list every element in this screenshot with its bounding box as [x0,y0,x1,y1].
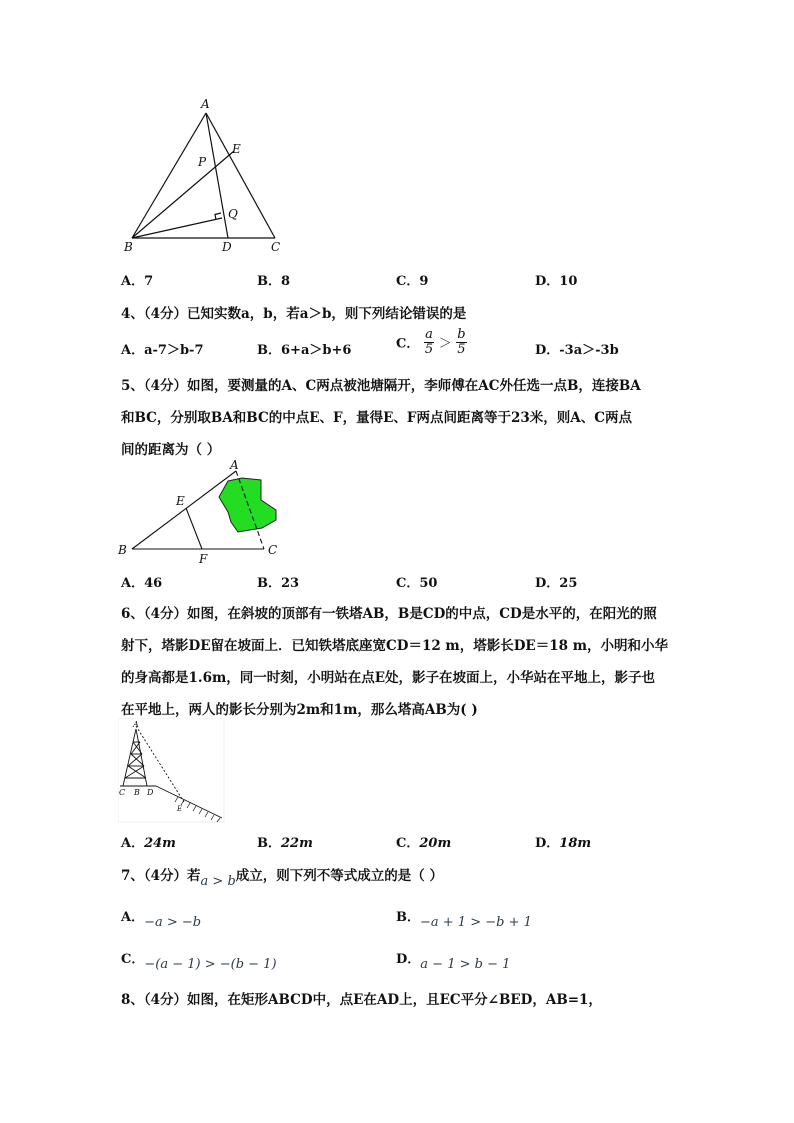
label-d: D [222,240,232,254]
label-d: D [147,788,154,797]
q6-stem-line-1: 6、（4分）如图，在斜坡的顶部有一铁塔AB，B是CD的中点，CD是水平的，在阳光的照 [121,606,657,622]
q6-stem-line-4: 在平地上，两人的影长分别为2m和1m，那么塔高AB为( ) [121,702,478,718]
pond-shape [219,478,276,532]
side-ba [132,471,236,549]
q4-option-c: C． $\frac{a}{5}$ ＞ $\frac{b}{5}$ [396,327,466,357]
label-a: A [230,458,239,472]
q6-option-a: A．24m [121,836,176,851]
q4-stem: 4、（4分）已知实数a，b，若a＞b，则下列结论错误的是 [121,306,467,322]
fraction-a-over-5: $\frac{a}{5}$ [424,327,434,357]
label-a: A [201,97,210,111]
q7-option-a: A．−a > −b [121,910,202,930]
segment-ef [186,508,202,549]
q5-stem-line-3: 间的距离为（ ） [121,442,221,458]
segment-bq [132,218,222,238]
figure-q5-pond [116,456,291,566]
q4-option-a: A．a-7＞b-7 [121,343,204,358]
label-b: B [118,543,127,557]
label-e: E [232,142,241,156]
q5-stem-line-1: 5、（4分）如图，要测量的A、C两点被池塘隔开，李师傅在AC外任选一点B，连接BA [121,378,641,394]
q3-option-b: B．8 [257,274,291,289]
side-ab [132,113,206,238]
figure-q3-triangle [118,96,293,256]
q3-option-d: D．10 [535,274,578,289]
q6-stem-line-2: 射下，塔影DE留在坡面上．已知铁塔底座宽CD＝12 m，塔影长DE＝18 m，小明和小华 [121,638,668,654]
label-c: C [268,543,278,557]
label-a: A [133,720,139,729]
label-e: E [176,494,185,508]
q3-option-a: A．7 [121,274,154,289]
q8-stem: 8、（4分）如图，在矩形ABCD中，点E在AD上，且EC平分∠BED，AB=1， [121,992,602,1008]
label-e: E [177,805,183,813]
q7-option-b: B．−a + 1 > −b + 1 [396,910,532,930]
fraction-b-over-5: $\frac{b}{5}$ [457,327,466,357]
q7-condition: a > b [200,874,236,889]
q5-option-b: B．23 [257,576,300,591]
label-q: Q [228,207,238,221]
q6-option-c: C．20m [396,836,452,851]
segment-be [132,151,234,238]
q6-option-b: B．22m [257,836,313,851]
q6-option-d: D．18m [535,836,592,851]
q6-stem-line-3: 的身高都是1.6m，同一时刻，小明站在点E处，影子在坡面上，小华站在平地上，影子也 [121,670,656,686]
q5-option-d: D．25 [535,576,578,591]
q7-option-d: D．a − 1 > b − 1 [396,952,511,972]
label-p: P [198,155,207,169]
q4-option-d: D．-3a＞-3b [535,343,619,358]
label-f: F [199,552,208,566]
figure-q6-tower [118,718,226,824]
label-c: C [119,788,126,797]
q5-option-c: C．50 [396,576,438,591]
label-c: C [271,240,281,254]
q5-option-a: A．46 [121,576,163,591]
q7-stem: 7、（4分）若a > b成立，则下列不等式成立的是（ ） [121,868,443,889]
q4-option-b: B．6+a＞b+6 [257,343,352,358]
label-b: B [124,240,133,254]
q7-option-c: C．−(a − 1) > −(b − 1) [121,952,277,972]
label-b: B [134,788,140,797]
q5-stem-line-2: 和BC，分别取BA和BC的中点E、F，量得E、F两点间距离等于23米，则A、C两点 [121,410,632,426]
q3-option-c: C．9 [396,274,429,289]
